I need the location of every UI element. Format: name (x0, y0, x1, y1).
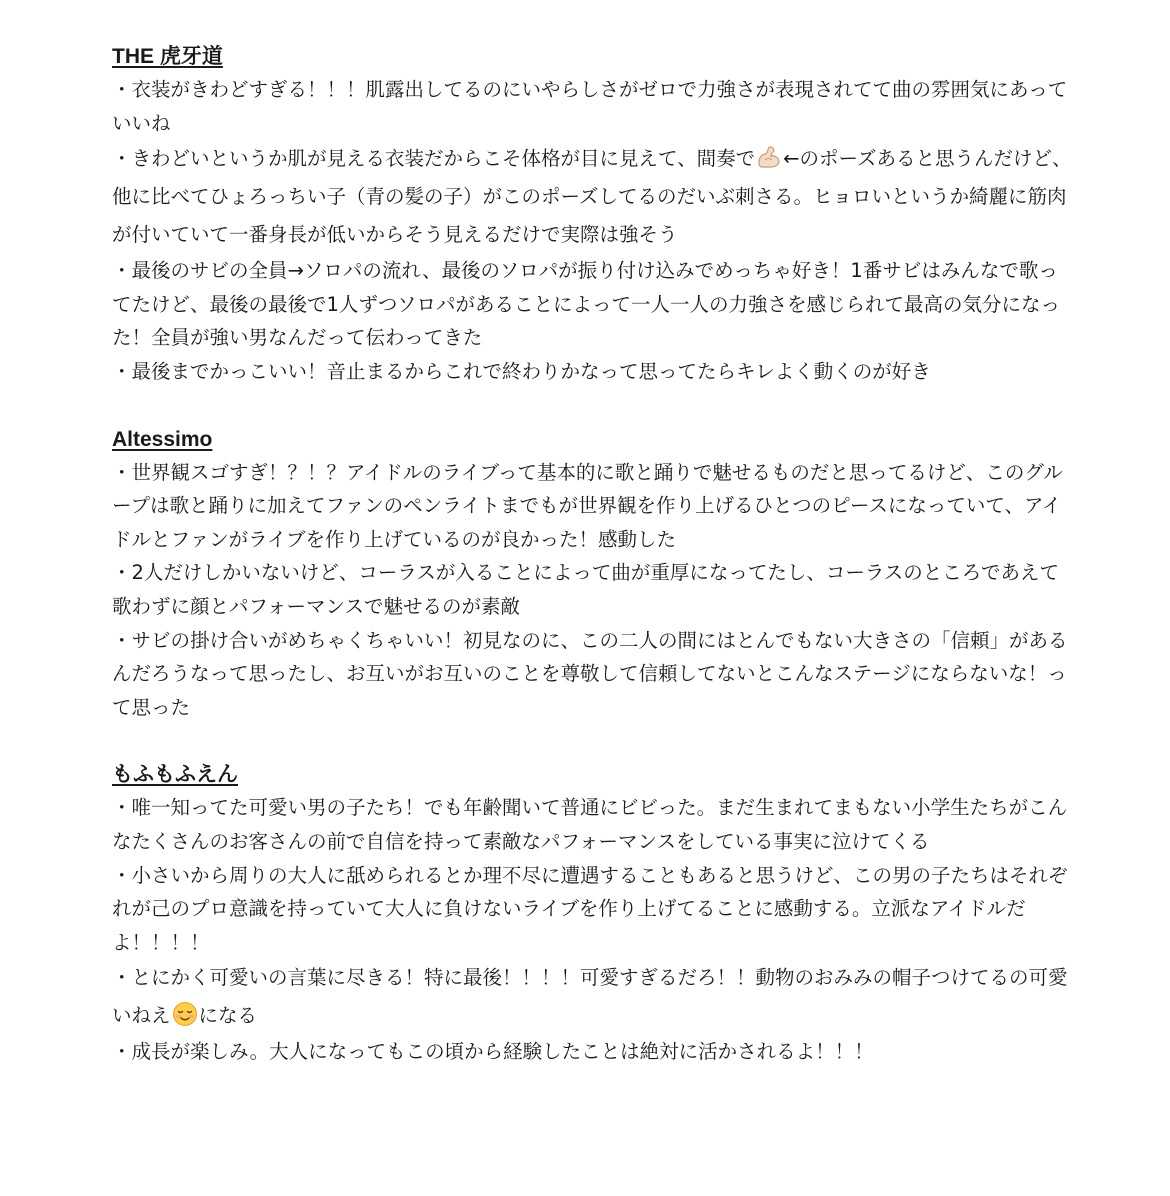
bullet-list (112, 73, 1072, 389)
bullet-item: ・唯一知ってた可愛い男の子たち！でも年齢聞いて普通にビビった。まだ生まれてまもない小学生たちがこんなたくさんのお客さんの前で自信を持って素敵なパフォーマンスをしている事実に泣けてくる (112, 796, 1068, 853)
section-altessimo (112, 423, 1072, 725)
bullet-text-after: になる (198, 1004, 258, 1028)
bullet-item: ・成長が楽しみ。大人になってもこの頃から経験したことは絶対に活かされるよ！！！ (112, 1040, 874, 1064)
document (112, 40, 1072, 1069)
bullet-item: ・衣装がきわどすぎる！！！肌露出してるのにいやらしさがゼロで力強さが表現されてて曲の雰囲気にあっていいね (112, 78, 1068, 135)
section-heading: Altessimo (112, 427, 213, 451)
bullet-item: ・世界観スゴすぎ！？！？アイドルのライブって基本的に歌と踊りで魅せるものだと思ってるけど、このグループは歌と踊りに加えてファンのペンライトまでもが世界観を作り上げるひとつのピースになっていて、アイドルとファンがライブを作り上げているのが良かった！感動した (112, 460, 1063, 551)
bullet-item: ・サビの掛け合いがめちゃくちゃいい！初見なのに、この二人の間にはとんでもない大きさの「信頼」があるんだろうなって思ったし、お互いがお互いのことを尊敬して信頼してないとこんなステージにならないな！って思った (112, 628, 1068, 719)
bullet-list (112, 791, 1072, 1069)
bullet-item (112, 959, 1072, 1035)
bullet-text-before: ・とにかく可愛いの言葉に尽きる！特に最後！！！！可愛すぎるだろ！！動物のおみみの帽子つけてるの可愛いねえ (112, 966, 1068, 1028)
bullet-list (112, 456, 1072, 725)
bullet-item: ・小さいから周りの大人に舐められるとか理不尽に遭遇することもあると思うけど、この男の子たちはそれぞれが己のプロ意識を持っていて大人に負けないライブを作り上げてることに感動する。立派なアイドルだよ！！！！ (112, 863, 1068, 954)
bullet-item: ・最後のサビの全員→ソロパの流れ、最後のソロパが振り付け込みでめっちゃ好き！1番サビはみんなで歌ってたけど、最後の最後で1人ずつソロパがあることによって一人一人の力強さを感じられて最高の気分になった！全員が強い男なんだって伝わってきた (112, 259, 1061, 350)
smiling-face-icon (172, 1001, 198, 1027)
flexed-biceps-icon (756, 144, 782, 170)
section-mofumofuen (112, 758, 1072, 1069)
bullet-item: ・最後までかっこいい！音止まるからこれで終わりかなって思ってたらキレよく動くのが好き (112, 359, 931, 383)
bullet-item: ・2人だけしかいないけど、コーラスが入ることによって曲が重厚になってたし、コーラスのところであえて歌わずに顔とパフォーマンスで魅せるのが素敵 (112, 561, 1060, 618)
section-heading: もふもふえん (112, 763, 238, 787)
section-the-koga-dou (112, 40, 1072, 389)
bullet-item (112, 140, 1072, 254)
bullet-text-after: ←のポーズあると思うんだけど、他に比べてひょろっちい子（青の髪の子）がこのポーズしてるのだいぶ刺さる。ヒョロいというか綺麗に筋肉が付いていて一番身長が低いからそう見えるだけで実際は強そう (112, 147, 1072, 247)
section-heading: THE 虎牙道 (112, 45, 223, 68)
bullet-text-before: ・きわどいというか肌が見える衣装だからこそ体格が目に見えて、間奏で (112, 147, 756, 171)
